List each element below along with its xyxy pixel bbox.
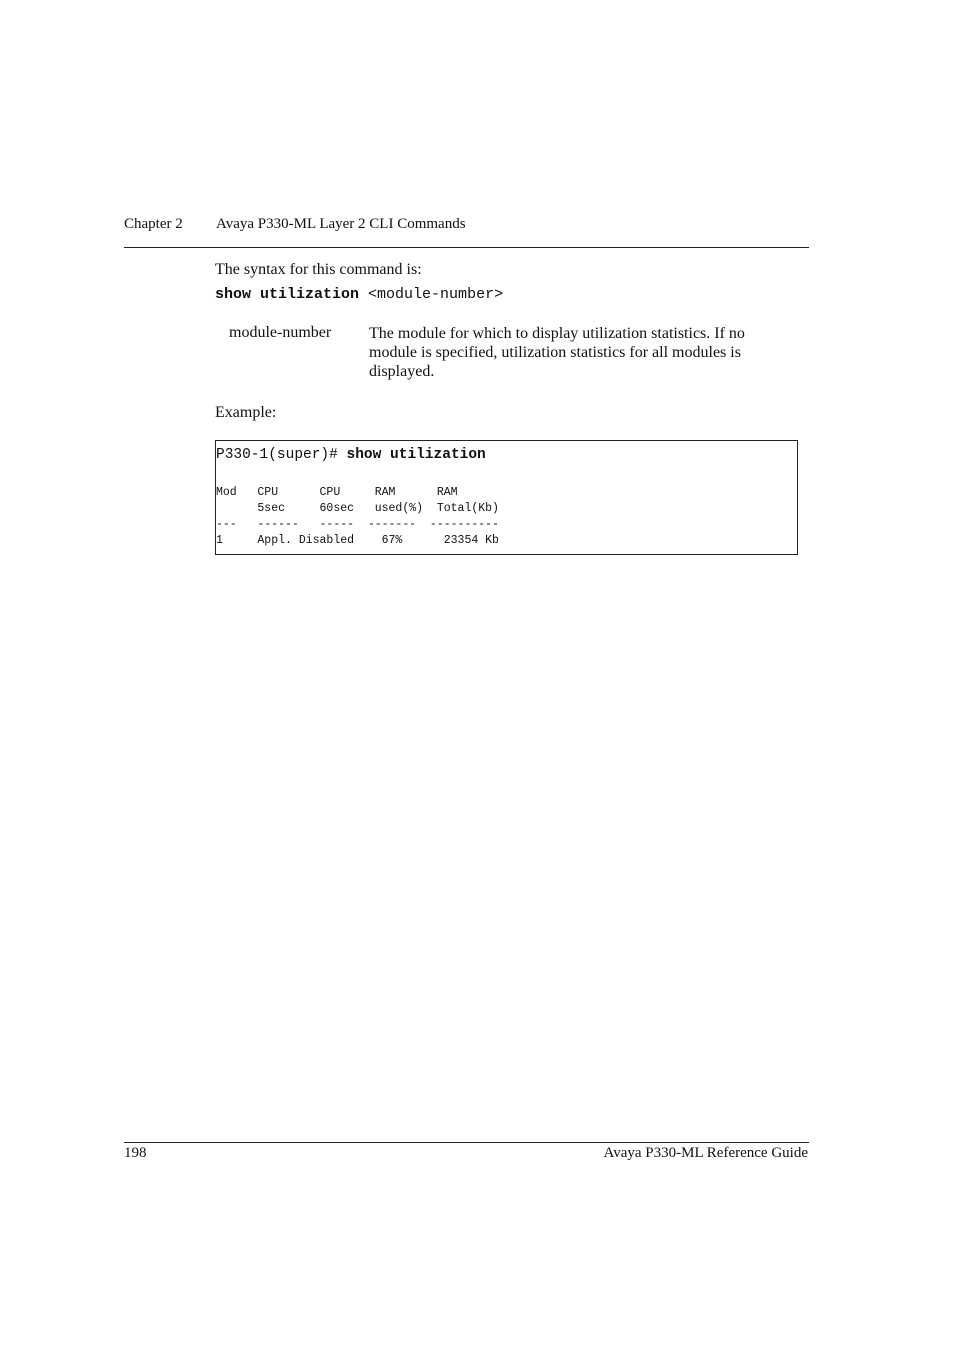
syntax-intro: The syntax for this command is: (215, 261, 422, 278)
footer-rule (124, 1142, 809, 1143)
output-line: 1 Appl. Disabled 67% 23354 Kb (216, 534, 499, 547)
parameter-name: module-number (229, 324, 332, 341)
example-command: show utilization (346, 447, 486, 463)
command-argument: <module-number> (368, 286, 504, 303)
chapter-label: Chapter 2 (124, 216, 183, 232)
command-keyword: show utilization (215, 286, 360, 303)
example-label: Example: (215, 404, 277, 421)
page-number: 198 (124, 1145, 147, 1161)
parameter-description: The module for which to display utilization statistics. If no module is specified, utilization statistics for all modules is displayed. (369, 325, 745, 380)
command-syntax (215, 286, 503, 303)
guide-title: Avaya P330-ML Reference Guide (603, 1145, 808, 1161)
output-line: --- ------ ----- ------- ---------- (216, 518, 499, 531)
example-prompt: P330-1(super)# (216, 447, 338, 463)
example-command-line (216, 447, 486, 463)
header-rule (124, 247, 809, 248)
example-box (215, 440, 798, 555)
chapter-title: Avaya P330-ML Layer 2 CLI Commands (216, 216, 466, 232)
output-line: Mod CPU CPU RAM RAM (216, 486, 458, 499)
output-line: 5sec 60sec used(%) Total(Kb) (216, 502, 499, 515)
